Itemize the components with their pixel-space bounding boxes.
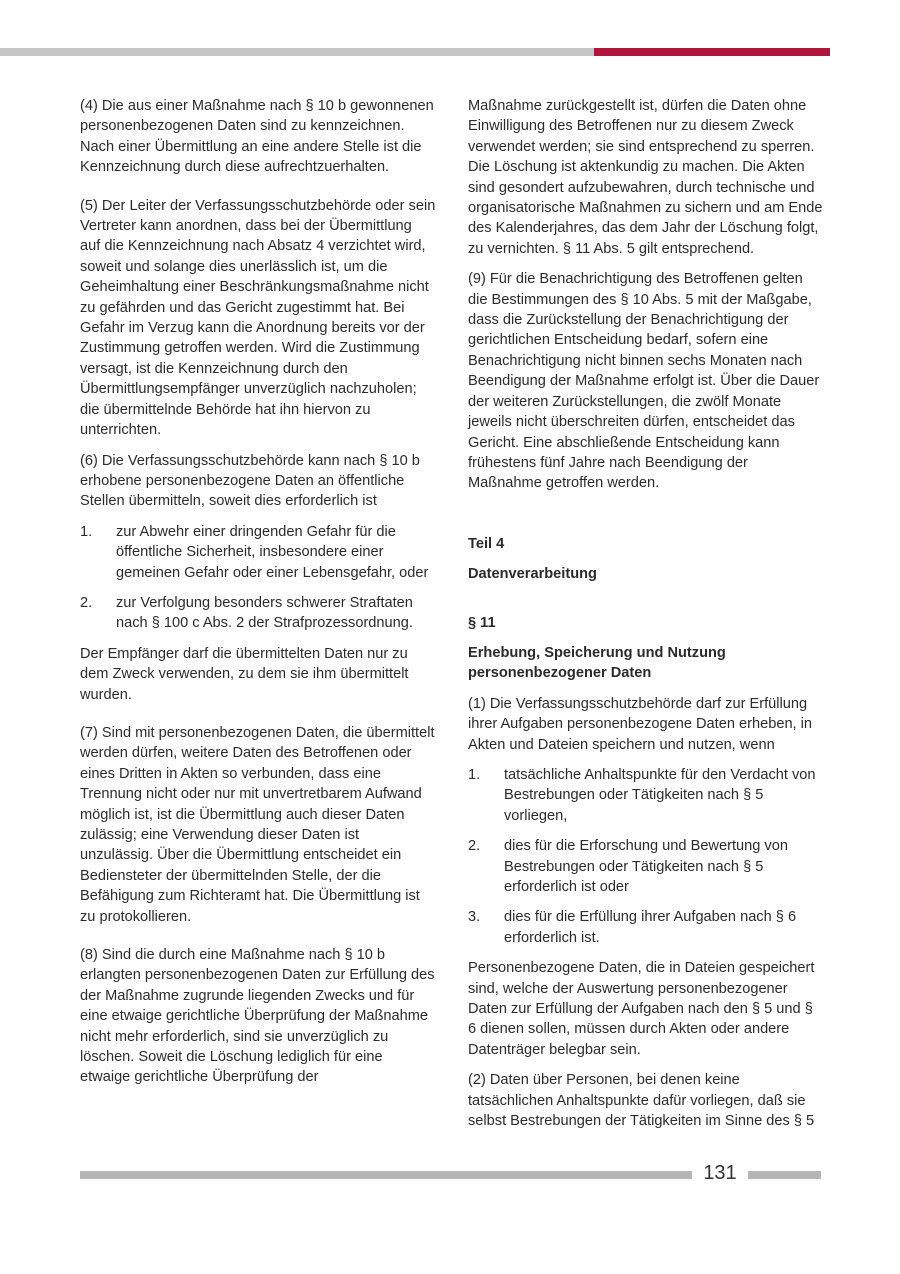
list-item-text: dies für die Erforschung und Bewertung von Bestrebungen oder Tätigkeiten nach § 5 erforderlich ist oder — [504, 838, 788, 895]
section-number: § 11 — [468, 614, 496, 631]
header-rule — [0, 48, 594, 56]
list-item-number: 2. — [468, 838, 481, 855]
page-number: 131 — [703, 1162, 737, 1184]
paragraph-7: (7) Sind mit personenbezogenen Daten, die übermittelt werden dürfen, weitere Daten des Betroffenen oder eines Dritten in Akten so verbunden, dass eine Trennung nicht oder nur mit unvertretbarem Aufwand möglich ist, ist die Übermittlung auch dieser Daten zulässig; eine Verwendung dieser Daten ist unzulässig. Über die Übermittlung entscheidet ein Bediensteter der übermittelnden Stelle, der die Befähigung zum Richteramt hat. Die Übermittlung ist zu protokollieren. — [80, 724, 435, 925]
section-paragraph-2: (2) Daten über Personen, bei denen keine tatsächlichen Anhaltspunkte dafür vorliegen, daß sie selbst Bestrebungen der Tätigkeiten im Sinne des § 5 — [468, 1072, 815, 1130]
paragraph-6-list — [80, 522, 436, 634]
list-item-number: 3. — [468, 909, 481, 926]
list-item — [80, 593, 436, 634]
list-item-number: 2. — [80, 594, 93, 611]
paragraph-5: (5) Der Leiter der Verfassungsschutzbehörde oder sein Vertreter kann anordnen, dass bei der Übermittlung auf die Kennzeichnung nach Absatz 4 verzichtet wird, soweit und solange dies unerlässlich ist, um die Geheimhaltung einer Beschränkungsmaßnahme nicht zu gefährden und das Gericht zugestimmt hat. Bei Gefahr im Verzug kann die Anordnung bereits vor der Zustimmung getroffen werden. Wird die Zustimmung versagt, ist die Kennzeichnung durch den Übermittlungsempfänger unverzüglich nachzuholen; die übermittelnde Behörde hat ihn hiervon zu unterrichten. — [80, 197, 436, 439]
list-item — [468, 907, 824, 948]
left-column — [80, 96, 436, 1098]
list-item — [80, 522, 436, 583]
list-item — [468, 765, 824, 826]
header-accent-rule — [594, 48, 830, 56]
footer-rule — [80, 1171, 692, 1179]
section-paragraph-1-list — [468, 765, 824, 948]
list-item-text: dies für die Erfüllung ihrer Aufgaben nach § 6 erforderlich ist. — [504, 909, 797, 946]
section-paragraph-1-after: Personenbezogene Daten, die in Dateien gespeichert sind, welche der Auswertung personenbezogener Daten zur Erfüllung der Aufgaben nach den § 5 und § 6 dienen sollen, müssen durch Akten oder andere Datenträger belegbar sein. — [468, 960, 815, 1058]
list-item-number: 1. — [80, 523, 93, 540]
list-item-text: zur Verfolgung besonders schwerer Straftaten nach § 100 c Abs. 2 der Strafprozessordnung. — [116, 594, 413, 632]
paragraph-8: (8) Sind die durch eine Maßnahme nach § 10 b erlangten personenbezogenen Daten zur Erfüllung des der Maßnahme zugrunde liegenden Zwecks und für eine etwaige gerichtliche Überprüfung der Maßnahme nicht mehr erforderlich, sind sie unverzüglich zu löschen. Soweit die Löschung lediglich für eine etwaige gerichtliche Überprüfung der — [80, 947, 435, 1086]
part-title: Datenverarbeitung — [468, 566, 597, 583]
footer-rule-right — [748, 1171, 821, 1179]
paragraph-6: (6) Die Verfassungsschutzbehörde kann nach § 10 b erhobene personenbezogene Daten an öffentliche Stellen übermitteln, soweit dies erforderlich ist — [80, 452, 420, 510]
list-item-text: tatsächliche Anhaltspunkte für den Verdacht von Bestrebungen oder Tätigkeiten nach § 5 vorliegen, — [504, 766, 816, 824]
list-item — [468, 836, 824, 897]
paragraph-6-after: Der Empfänger darf die übermittelten Daten nur zu dem Zweck verwenden, zu dem sie ihm übermittelt wurden. — [80, 645, 409, 703]
section-paragraph-1: (1) Die Verfassungsschutzbehörde darf zur Erfüllung ihrer Aufgaben personenbezogene Daten erheben, in Akten und Dateien speichern und nutzen, wenn — [468, 695, 813, 753]
paragraph-8-continued: Maßnahme zurückgestellt ist, dürfen die Daten ohne Einwilligung des Betroffenen nur zu diesem Zweck verwendet werden; sie sind entsprechend zu sperren. Die Löschung ist aktenkundig zu machen. Die Akten sind gesondert aufzubewahren, durch technische und organisatorische Maßnahmen zu sichern und am Ende des Kalenderjahres, das dem Jahr der Löschung folgt, zu vernichten. § 11 Abs. 5 gilt entsprechend. — [468, 98, 823, 257]
list-item-text: zur Abwehr einer dringenden Gefahr für die öffentliche Sicherheit, insbesondere einer gemeinen Gefahr oder einer Lebensgefahr, oder — [116, 523, 429, 581]
paragraph-9: (9) Für die Benachrichtigung des Betroffenen gelten die Bestimmungen des § 10 Abs. 5 mit der Maßgabe, dass die Zurückstellung der Benachrichtigung der gerichtlichen Entscheidung bedarf, sofern eine Benachrichtigung nicht binnen sechs Monaten nach Beendigung der Maßnahme erfolgt ist. Über die Dauer der weiteren Zurückstellungen, die zwölf Monate jeweils nicht überschreiten dürfen, entscheidet das Gericht. Eine abschließende Entscheidung kann frühestens fünf Jahre nach Beendigung der Maßnahme getroffen werden. — [468, 271, 820, 492]
part-number: Teil 4 — [468, 535, 505, 552]
section-title: Erhebung, Speicherung und Nutzung personenbezogener Daten — [468, 644, 726, 682]
list-item-number: 1. — [468, 766, 481, 783]
paragraph-4: (4) Die aus einer Maßnahme nach § 10 b gewonnenen personenbezogenen Daten sind zu kennzeichnen. Nach einer Übermittlung an eine andere Stelle ist die Kennzeichnung durch diese aufrechtzuerhalten. — [80, 98, 434, 176]
right-column — [468, 96, 824, 1141]
